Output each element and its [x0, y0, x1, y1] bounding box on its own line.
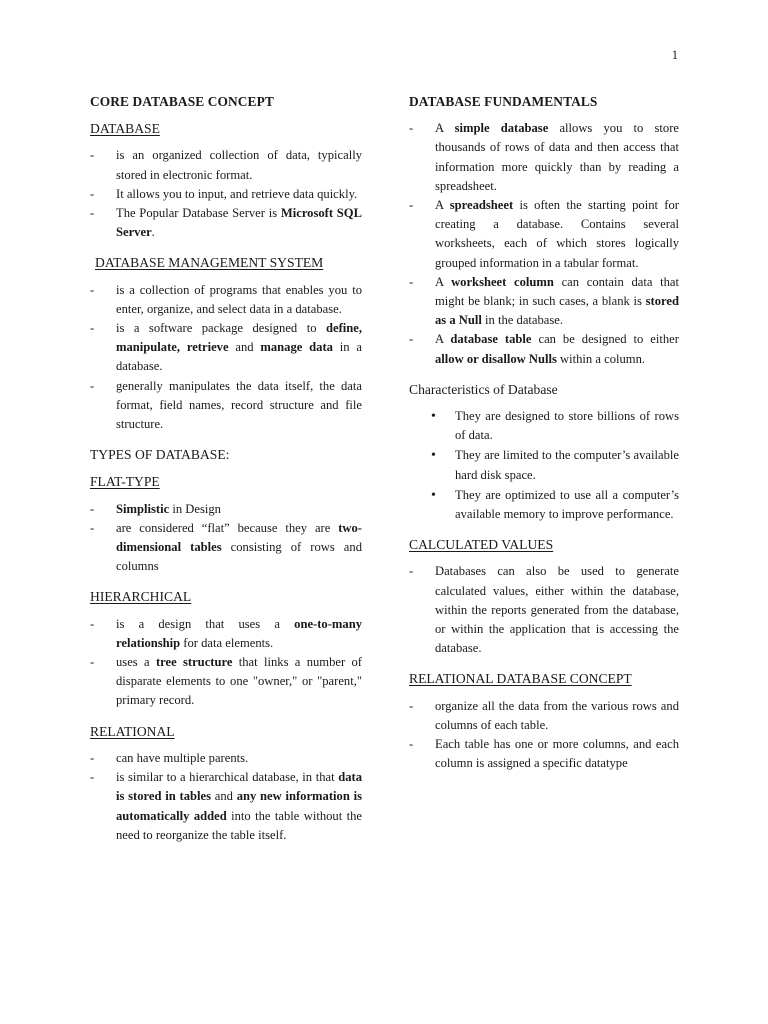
- relational-list: [90, 749, 362, 845]
- relational-database-concept-heading: RELATIONAL DATABASE CONCEPT: [409, 671, 632, 687]
- bold-term: worksheet column: [451, 274, 554, 289]
- list-item: - The Popular Database Server is Microsoft SQL Server.: [90, 204, 362, 242]
- dbms-list: [90, 281, 362, 435]
- list-item: - A spreadsheet is often the starting point for creating a database. Contains several worksheets, each of which stores logically grouped information in a tabular format.: [409, 196, 679, 273]
- list-item: - generally manipulates the data itself, the data format, field names, record structure and file structure.: [90, 377, 362, 435]
- right-column: [409, 92, 679, 785]
- bold-term: data is stored in tables: [116, 770, 362, 804]
- flat-type-list: [90, 500, 362, 577]
- calculated-values-heading: CALCULATED VALUES: [409, 537, 554, 553]
- bold-term: one-to-many relationship: [116, 616, 362, 650]
- bold-term: tree structure: [155, 655, 233, 670]
- left-column: [90, 92, 362, 856]
- bullet-item: • They are limited to the computer’s available hard disk space.: [409, 446, 679, 484]
- bold-term: Microsoft SQL Server: [116, 206, 362, 240]
- list-item: - A database table can be designed to either allow or disallow Nulls within a column.: [409, 330, 679, 368]
- flat-type-heading: FLAT-TYPE: [90, 474, 160, 490]
- list-item: - A worksheet column can contain data that might be blank; in such cases, a blank is stored as a Null in the database.: [409, 273, 679, 331]
- calculated-values-list: [409, 562, 679, 658]
- database-fundamentals-title: DATABASE FUNDAMENTALS: [409, 94, 598, 109]
- list-item: - is a software package designed to define, manipulate, retrieve and manage data in a database.: [90, 319, 362, 377]
- characteristics-list: [409, 407, 679, 524]
- characteristics-heading: Characteristics of Database: [409, 381, 558, 397]
- list-item: - It allows you to input, and retrieve data quickly.: [90, 185, 362, 204]
- fundamentals-list: [409, 119, 679, 369]
- types-of-database-heading: TYPES OF DATABASE:: [90, 447, 230, 463]
- bold-term: stored as a Null: [435, 294, 679, 328]
- hierarchical-heading: HIERARCHICAL: [90, 589, 192, 605]
- list-item: - is a design that uses a one-to-many relationship for data elements.: [90, 615, 362, 653]
- bold-term: Simplistic: [116, 501, 170, 516]
- list-item: - Simplistic in Design: [90, 500, 362, 519]
- database-heading: DATABASE: [90, 121, 160, 137]
- database-list: [90, 146, 362, 242]
- list-item: - uses a tree structure that links a number of disparate elements to one "owner," or "parent," primary record.: [90, 653, 362, 711]
- bullet-item: • They are designed to store billions of rows of data.: [409, 407, 679, 445]
- core-database-concept-title: CORE DATABASE CONCEPT: [90, 94, 274, 109]
- list-item: - is a collection of programs that enables you to enter, organize, and select data in a database.: [90, 281, 362, 319]
- bold-term: spreadsheet: [449, 198, 514, 213]
- hierarchical-list: [90, 615, 362, 711]
- bold-term: two-dimensional tables: [116, 520, 362, 555]
- relational-heading: RELATIONAL: [90, 723, 175, 739]
- page-number: 1: [671, 48, 678, 62]
- list-item: - organize all the data from the various rows and columns of each table.: [409, 697, 679, 735]
- bold-term: simple database: [454, 121, 549, 136]
- list-item: - is an organized collection of data, typically stored in electronic format.: [90, 146, 362, 184]
- list-item: - are considered “flat” because they are two-dimensional tables consisting of rows and columns: [90, 519, 362, 577]
- list-item: - Databases can also be used to generate calculated values, either within the database, within the reports generated from the database, or within the application that is accessing the database.: [409, 562, 679, 658]
- bold-term: allow or disallow Nulls: [435, 351, 557, 366]
- bold-term: manage data: [260, 340, 333, 355]
- list-item: - A simple database allows you to store thousands of rows of data and then access that information more quickly than by reading a spreadsheet.: [409, 119, 679, 196]
- list-item: - can have multiple parents.: [90, 749, 362, 768]
- bold-term: database table: [450, 332, 532, 347]
- bold-term: define, manipulate, retrieve: [116, 321, 362, 355]
- list-item: - Each table has one or more columns, and each column is assigned a specific datatype: [409, 735, 679, 773]
- dbms-heading: DATABASE MANAGEMENT SYSTEM: [95, 255, 324, 271]
- bold-term: any new information is automatically added: [116, 789, 362, 823]
- bullet-item: • They are optimized to use all a computer’s available memory to improve performance.: [409, 486, 679, 524]
- list-item: - is similar to a hierarchical database, in that data is stored in tables and any new information is automatically added into the table without the need to reorganize the table itself.: [90, 768, 362, 845]
- relational-concept-list: [409, 697, 679, 774]
